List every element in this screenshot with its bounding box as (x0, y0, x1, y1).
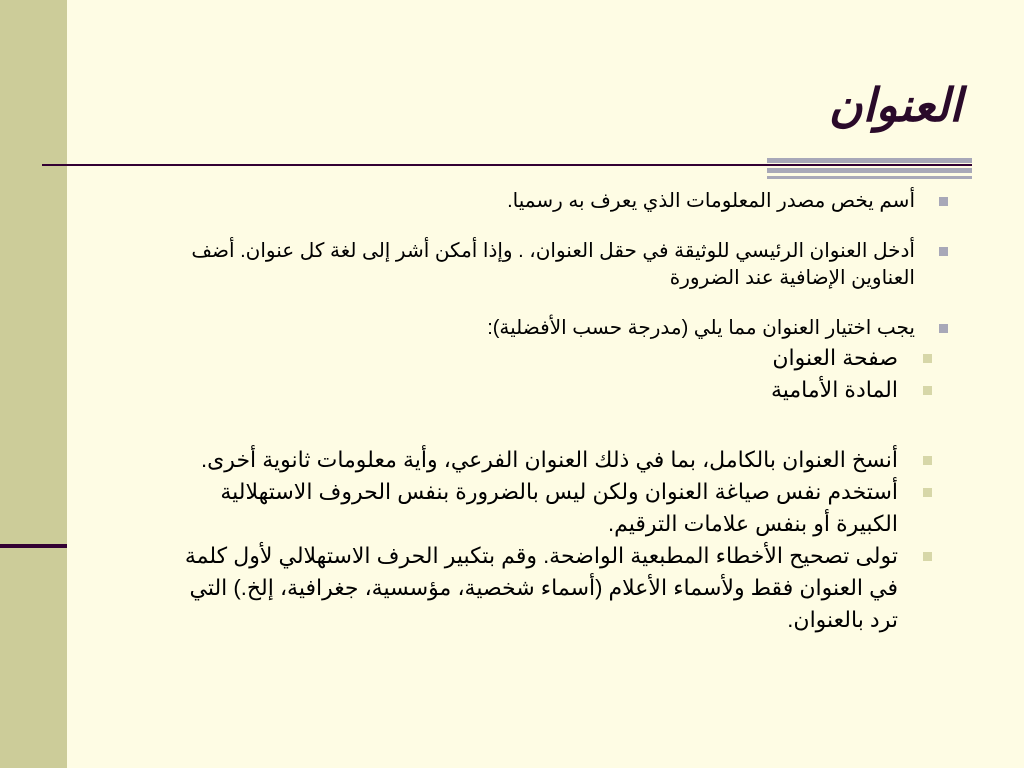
bullet-text: يجب اختيار العنوان مما يلي (مدرجة حسب الأفضلية): (487, 317, 915, 339)
square-bullet-icon (939, 197, 948, 206)
square-bullet-icon (923, 354, 932, 363)
square-bullet-icon (939, 247, 948, 256)
sub-bullet-text: أستخدم نفس صياغة العنوان ولكن ليس بالضرورة بنفس الحروف الاستهلالية الكبيرة أو بنفس علامات الترقيم. (220, 479, 898, 536)
sub-bullet-text: المادة الأمامية (770, 377, 898, 402)
sub-bullet-text: أنسخ العنوان بالكامل، بما في ذلك العنوان الفرعي، وأية معلومات ثانوية أخرى. (200, 447, 898, 472)
sub-bullet-text: صفحة العنوان (772, 345, 898, 370)
sub-bullet-item (158, 342, 948, 374)
bullet-item (158, 238, 948, 292)
slide-body (158, 188, 948, 636)
decorative-stripe (767, 158, 972, 163)
bullet-item (158, 188, 948, 215)
square-bullet-icon (923, 488, 932, 497)
sub-bullet-item (158, 476, 948, 540)
left-decorative-band (0, 0, 67, 768)
decorative-stripe (767, 168, 972, 173)
bullet-item (158, 315, 948, 342)
sub-bullet-item (158, 444, 948, 476)
square-bullet-icon (923, 456, 932, 465)
square-bullet-icon (939, 324, 948, 333)
decorative-stripe (767, 176, 972, 179)
sub-bullet-text: تولى تصحيح الأخطاء المطبعية الواضحة. وقم بتكبير الحرف الاستهلالي لأول كلمة في العنوان فقط ولأسماء الأعلام (أسماء شخصية، مؤسسية، جغرافية، إلخ.) التي ترد بالعنوان. (184, 543, 898, 632)
slide-title: العنوان (828, 80, 962, 131)
sub-bullet-item (158, 540, 948, 636)
bullet-text: أدخل العنوان الرئيسي للوثيقة في حقل العنوان، . وإذا أمكن أشر إلى لغة كل عنوان. أضف العناوين الإضافية عند الضرورة (191, 240, 915, 289)
sub-bullet-item (158, 374, 948, 406)
left-accent-line (0, 544, 67, 548)
bullet-text: أسم يخص مصدر المعلومات الذي يعرف به رسميا. (507, 190, 915, 212)
square-bullet-icon (923, 386, 932, 395)
square-bullet-icon (923, 552, 932, 561)
title-rule (42, 164, 972, 166)
